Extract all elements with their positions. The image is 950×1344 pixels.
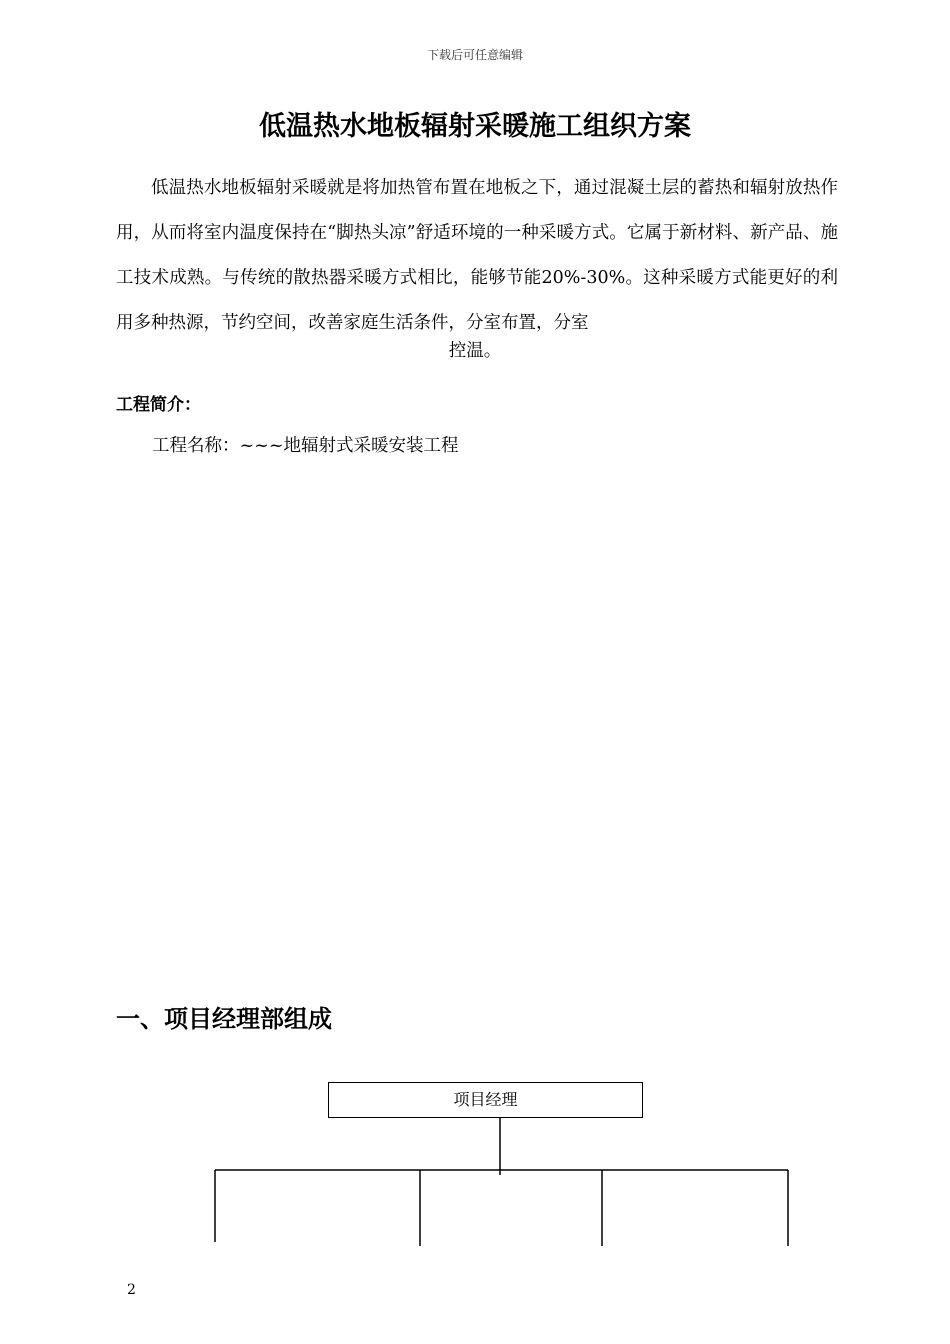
page-number: 2: [127, 1282, 136, 1298]
header-note: 下载后可任意编辑: [426, 48, 523, 62]
org-chart-root-box: 项目经理: [328, 1082, 643, 1118]
org-chart-connectors: [0, 1118, 950, 1248]
section-heading-project-team: 一、项目经理部组成: [116, 1005, 332, 1033]
overview-label: 工程简介：: [116, 395, 201, 415]
document-title: 低温热水地板辐射采暖施工组织方案: [259, 111, 691, 142]
intro-paragraph-last-line: 控温。: [448, 341, 502, 361]
intro-paragraph: 低温热水地板辐射采暖就是将加热管布置在地板之下，通过混凝土层的蓄热和辐射放热作用，从而将室内温度保持在“脚热头凉”舒适环境的一种采暖方式。它属于新材料、新产品、施工技术成熟。与传统的散热器采暖方式相比，能够节能20%-30%。这种采暖方式能更好的利用多种热源，节约空间，改善家庭生活条件，分室布置，分室: [116, 178, 838, 333]
project-name-line: 工程名称：~~~地辐射式采暖安装工程: [152, 436, 459, 456]
